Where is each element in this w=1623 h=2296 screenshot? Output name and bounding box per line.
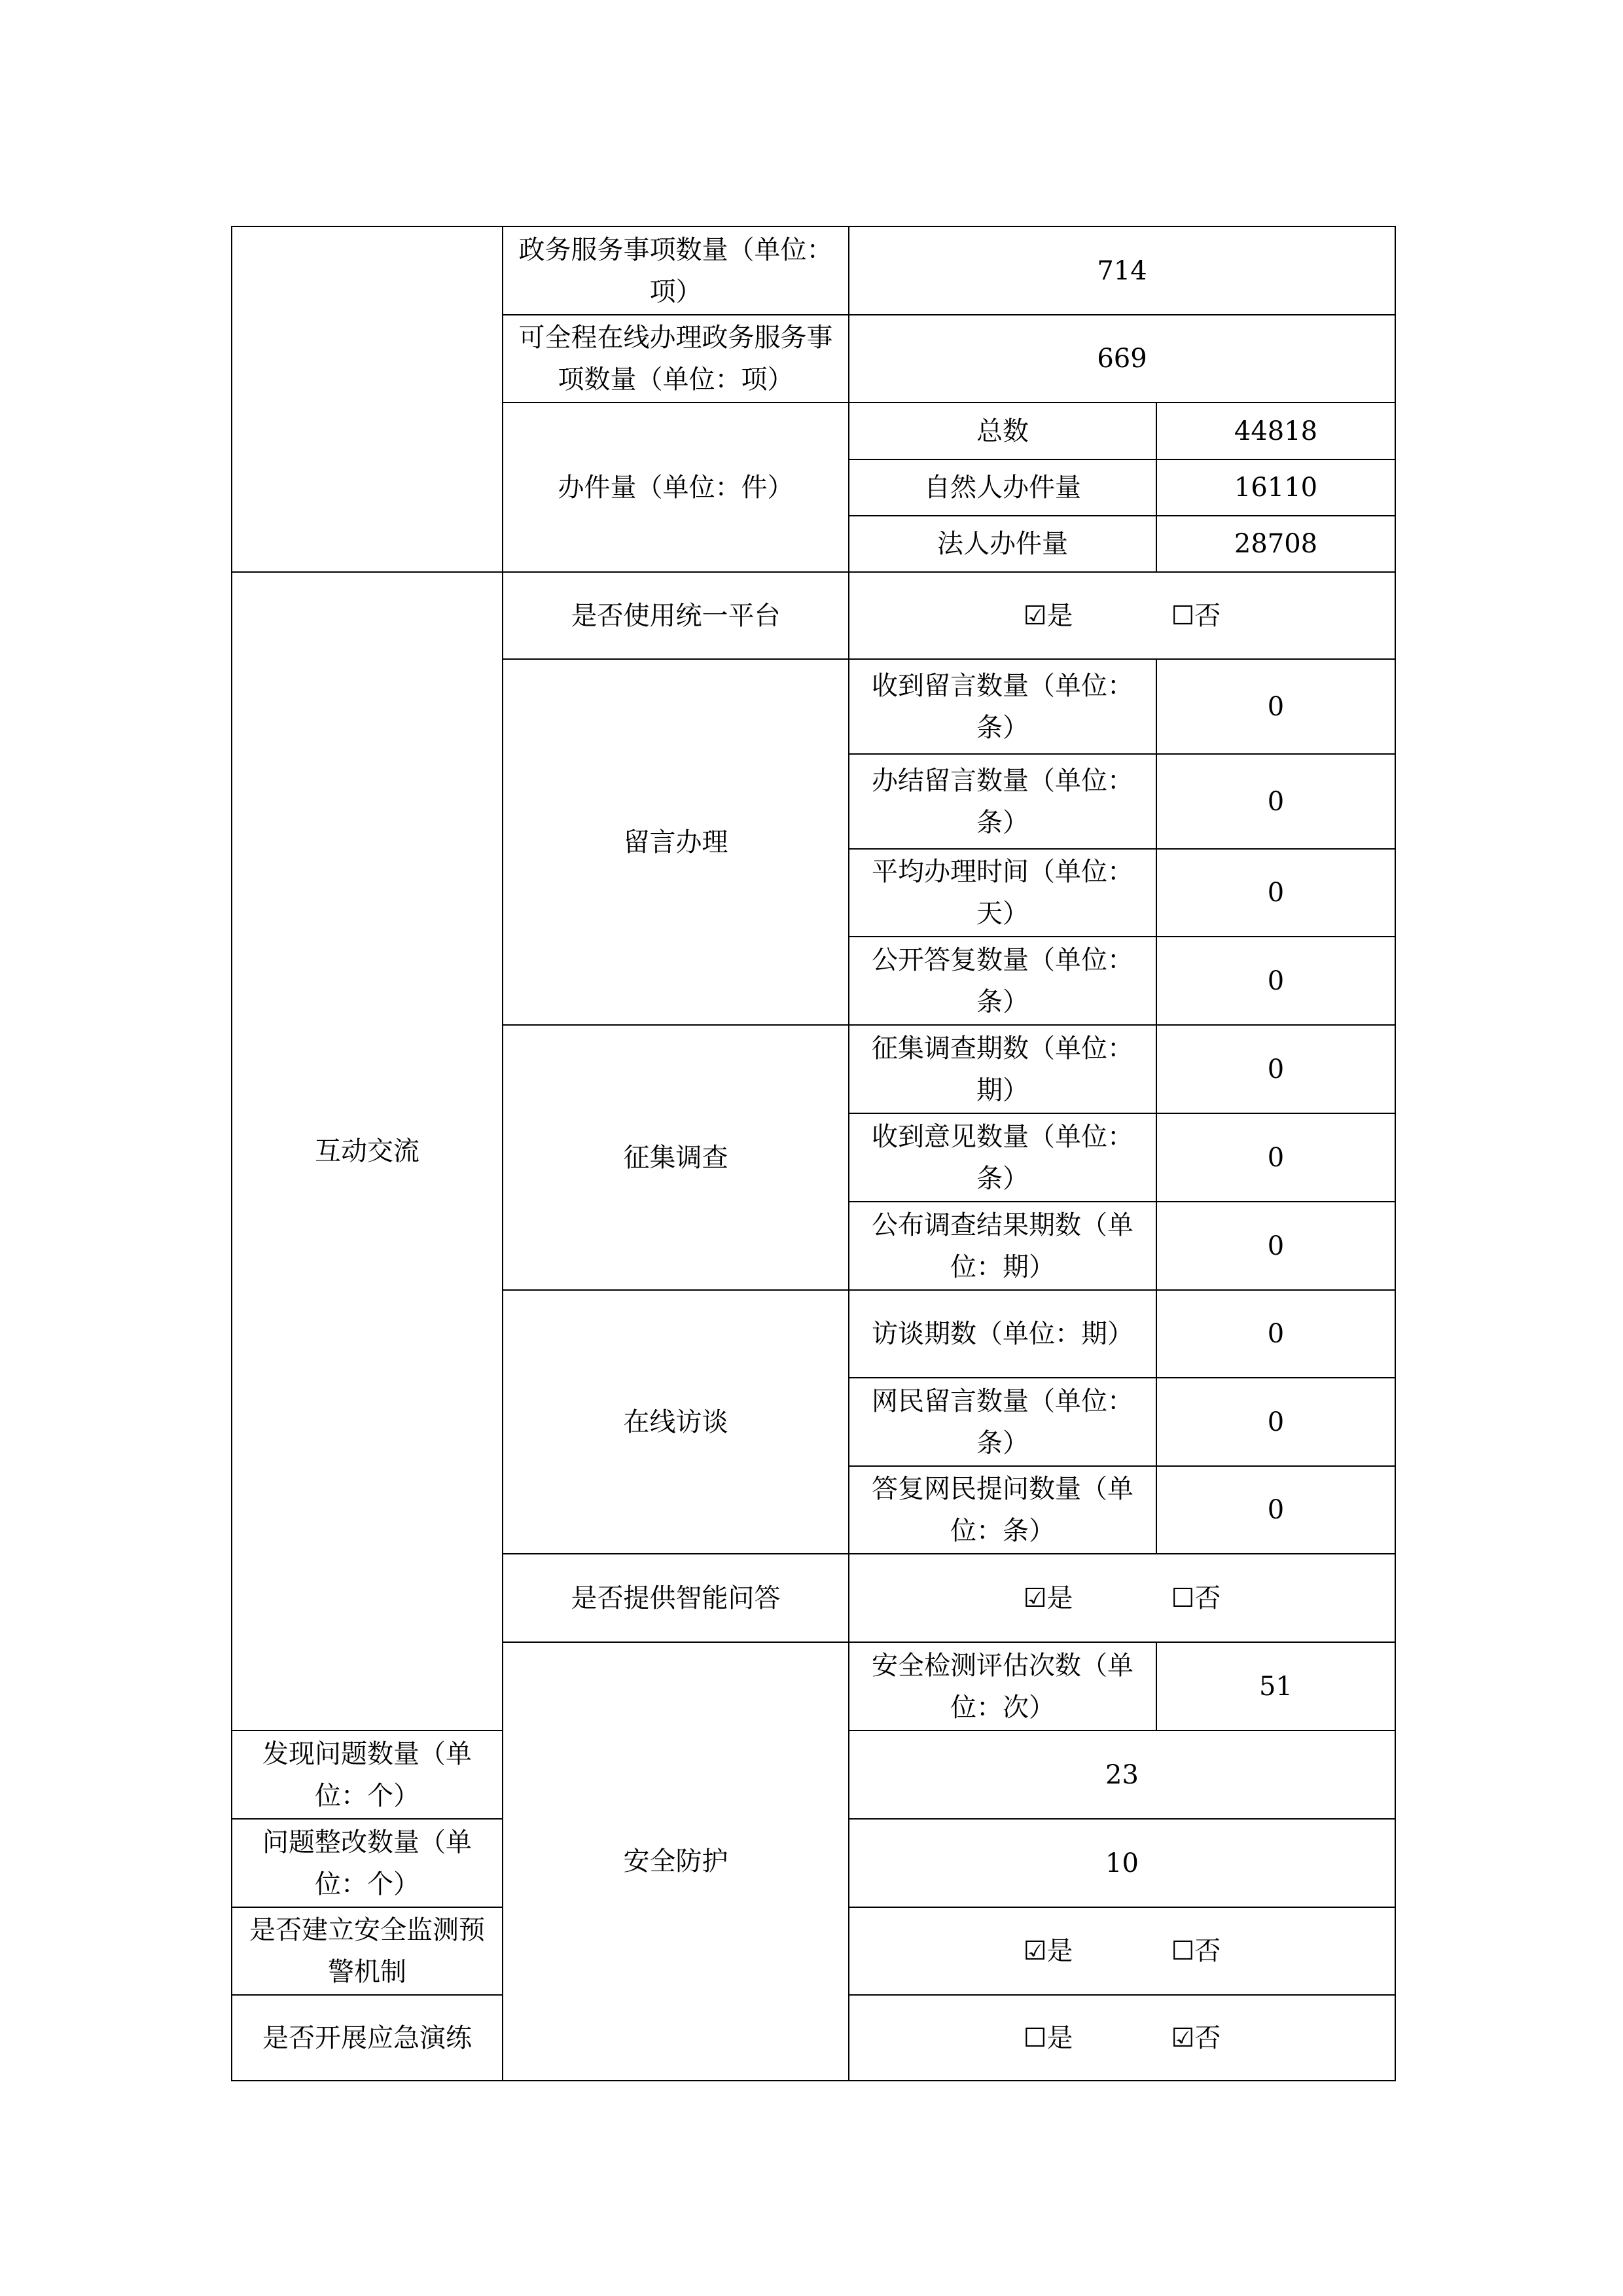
sub-label: 收到意见数量（单位：条） xyxy=(849,1113,1156,1202)
table-row xyxy=(232,572,1395,659)
sub-label: 答复网民提问数量（单位：条） xyxy=(849,1466,1156,1554)
yes-no-cell xyxy=(849,572,1395,659)
sub-value: 0 xyxy=(1156,659,1395,754)
row-value: 10 xyxy=(849,1819,1395,1907)
sub-value: 0 xyxy=(1156,1378,1395,1466)
row-value: 714 xyxy=(849,226,1395,315)
sub-label: 总数 xyxy=(849,403,1156,459)
sub-value: 0 xyxy=(1156,754,1395,849)
sub-label: 自然人办件量 xyxy=(849,459,1156,516)
sub-label: 法人办件量 xyxy=(849,516,1156,572)
row-label: 政务服务事项数量（单位：项） xyxy=(503,226,849,315)
yes-checkbox[interactable]: ☑是 xyxy=(1023,1583,1073,1613)
sub-label: 访谈期数（单位：期） xyxy=(849,1290,1156,1378)
sub-value: 0 xyxy=(1156,937,1395,1025)
sub-label: 征集调查期数（单位：期） xyxy=(849,1025,1156,1113)
sub-value: 0 xyxy=(1156,1290,1395,1378)
sub-value: 0 xyxy=(1156,1202,1395,1290)
no-checkbox[interactable]: ☑否 xyxy=(1171,2022,1221,2053)
row-value: 51 xyxy=(1156,1642,1395,1731)
sub-value: 28708 xyxy=(1156,516,1395,572)
statistics-table xyxy=(231,226,1396,2081)
row-value: 23 xyxy=(849,1731,1395,1819)
sub-label: 办结留言数量（单位：条） xyxy=(849,754,1156,849)
sub-value: 44818 xyxy=(1156,403,1395,459)
row-label: 发现问题数量（单位：个） xyxy=(232,1731,503,1819)
no-checkbox[interactable]: ☐否 xyxy=(1171,600,1221,631)
yes-checkbox[interactable]: ☑是 xyxy=(1023,1936,1073,1966)
row-label: 是否建立安全监测预警机制 xyxy=(232,1907,503,1995)
row-label: 是否开展应急演练 xyxy=(232,1995,503,2081)
row-label: 是否提供智能问答 xyxy=(503,1554,849,1642)
sub-label: 网民留言数量（单位：条） xyxy=(849,1378,1156,1466)
sub-value: 0 xyxy=(1156,849,1395,937)
sub-label: 公开答复数量（单位：条） xyxy=(849,937,1156,1025)
yes-checkbox[interactable]: ☐是 xyxy=(1023,2022,1073,2053)
sub-label: 平均办理时间（单位：天） xyxy=(849,849,1156,937)
group-label: 留言办理 xyxy=(503,659,849,1025)
group-label: 办件量（单位：件） xyxy=(503,403,849,572)
yes-no-cell xyxy=(849,1554,1395,1642)
row-label: 是否使用统一平台 xyxy=(503,572,849,659)
table-row xyxy=(232,226,1395,315)
no-checkbox[interactable]: ☐否 xyxy=(1171,1936,1221,1966)
empty-section-cell xyxy=(232,226,503,572)
section-label: 安全防护 xyxy=(503,1642,849,2081)
yes-no-cell xyxy=(849,1995,1395,2081)
section-label: 互动交流 xyxy=(232,572,503,1731)
sub-value: 0 xyxy=(1156,1025,1395,1113)
row-label: 问题整改数量（单位：个） xyxy=(232,1819,503,1907)
group-label: 征集调查 xyxy=(503,1025,849,1290)
no-checkbox[interactable]: ☐否 xyxy=(1171,1583,1221,1613)
sub-value: 0 xyxy=(1156,1466,1395,1554)
sub-label: 公布调查结果期数（单位：期） xyxy=(849,1202,1156,1290)
group-label: 在线访谈 xyxy=(503,1290,849,1554)
row-label: 可全程在线办理政务服务事项数量（单位：项） xyxy=(503,315,849,403)
sub-value: 0 xyxy=(1156,1113,1395,1202)
yes-no-cell xyxy=(849,1907,1395,1995)
row-value: 669 xyxy=(849,315,1395,403)
row-label: 安全检测评估次数（单位：次） xyxy=(849,1642,1156,1731)
sub-value: 16110 xyxy=(1156,459,1395,516)
sub-label: 收到留言数量（单位：条） xyxy=(849,659,1156,754)
yes-checkbox[interactable]: ☑是 xyxy=(1023,600,1073,631)
